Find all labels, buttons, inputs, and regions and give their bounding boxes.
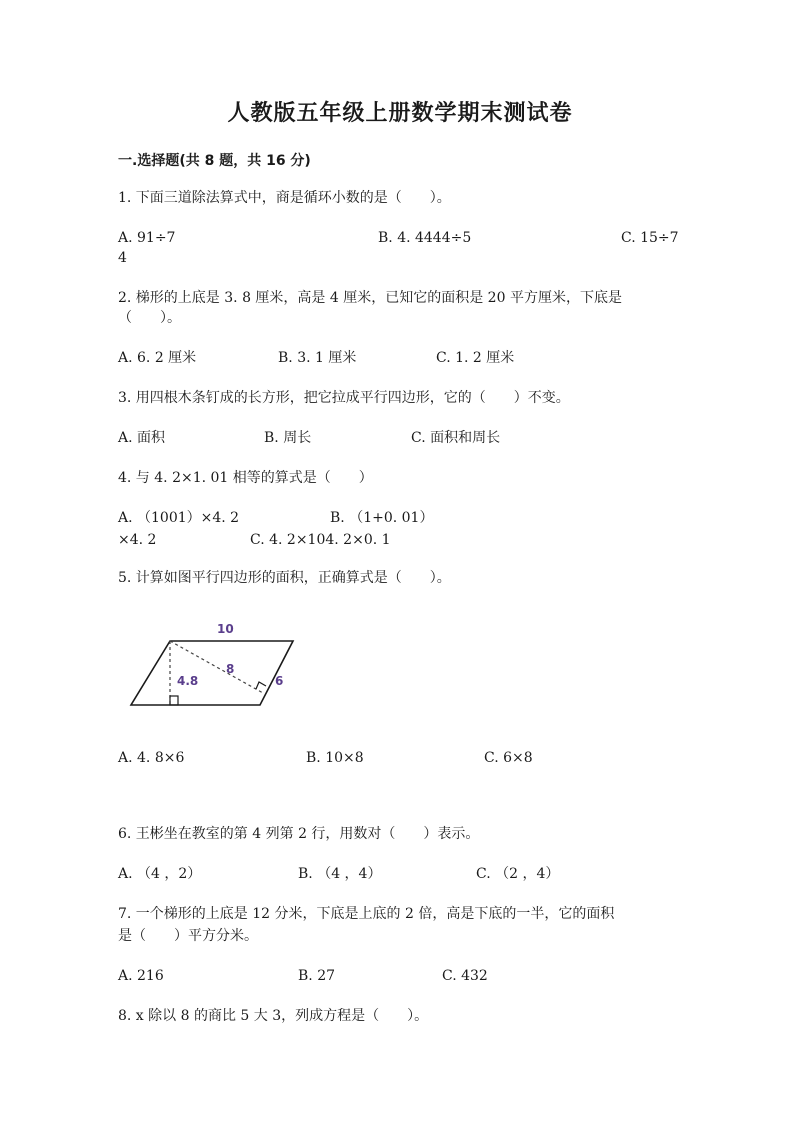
question-2-option-c: C. 1. 2 厘米 <box>436 350 515 366</box>
question-2-option-a: A. 6. 2 厘米 <box>118 350 197 366</box>
question-4-option-a: A. （1001）×4. 2 <box>118 510 240 526</box>
question-5-stem: 5. 计算如图平行四边形的面积，正确算式是（ ）。 <box>118 570 451 586</box>
question-6-option-c: C. （2 ，4） <box>476 866 560 882</box>
section-heading: 一.选择题(共 8 题，共 16 分) <box>118 153 311 169</box>
question-1-option-a: A. 91÷7 <box>118 230 176 246</box>
question-6-stem: 6. 王彬坐在教室的第 4 列第 2 行，用数对（ ）表示。 <box>118 826 480 842</box>
label-diagonal: 8 <box>226 662 235 676</box>
question-4-option-b-cont: ×4. 2 <box>118 532 157 548</box>
question-7-stem-line2: 是（ ）平方分米。 <box>118 928 258 944</box>
question-3-stem: 3. 用四根木条钉成的长方形，把它拉成平行四边形，它的（ ）不变。 <box>118 390 570 406</box>
question-3-option-c: C. 面积和周长 <box>411 430 501 446</box>
right-angle-marker-side <box>256 682 266 689</box>
question-4-stem: 4. 与 4. 2×1. 01 相等的算式是（ ） <box>118 470 373 486</box>
question-5-option-c: C. 6×8 <box>484 750 533 766</box>
question-6-option-b: B. （4 ，4） <box>298 866 382 882</box>
question-4-option-b: B. （1+0. 01） <box>330 510 434 526</box>
label-height: 4.8 <box>177 674 199 688</box>
question-5-option-a: A. 4. 8×6 <box>118 750 185 766</box>
page-title: 人教版五年级上册数学期末测试卷 <box>227 101 573 126</box>
question-3-option-a: A. 面积 <box>118 430 166 446</box>
question-2-stem-line1: 2. 梯形的上底是 3. 8 厘米，高是 4 厘米，已知它的面积是 20 平方厘米，下底是 <box>118 290 622 306</box>
question-2-option-b: B. 3. 1 厘米 <box>278 350 357 366</box>
question-1-stem: 1. 下面三道除法算式中，商是循环小数的是（ ）。 <box>118 190 451 206</box>
question-1-option-c: C. 15÷7 <box>621 230 679 246</box>
question-7-stem-line1: 7. 一个梯形的上底是 12 分米，下底是上底的 2 倍，高是下底的一半，它的面积 <box>118 906 615 922</box>
parallelogram-figure <box>125 615 300 715</box>
question-7-option-a: A. 216 <box>118 968 164 984</box>
question-4-option-c: C. 4. 2×104. 2×0. 1 <box>250 532 391 548</box>
question-3-option-b: B. 周长 <box>264 430 312 446</box>
question-6-option-a: A. （4 ，2） <box>118 866 202 882</box>
question-8-stem: 8. x 除以 8 的商比 5 大 3，列成方程是（ ）。 <box>118 1008 429 1024</box>
question-5-option-b: B. 10×8 <box>306 750 364 766</box>
parallelogram-shape <box>131 641 293 705</box>
question-7-option-b: B. 27 <box>298 968 336 984</box>
question-2-stem-line2: （ ）。 <box>118 310 181 326</box>
question-7-option-c: C. 432 <box>442 968 488 984</box>
label-side: 6 <box>275 674 284 688</box>
question-1-option-b: B. 4. 4444÷5 <box>378 230 472 246</box>
question-1-option-a-wrap: 4 <box>118 250 127 266</box>
label-base: 10 <box>217 622 234 636</box>
right-angle-marker-bottom <box>170 696 178 705</box>
